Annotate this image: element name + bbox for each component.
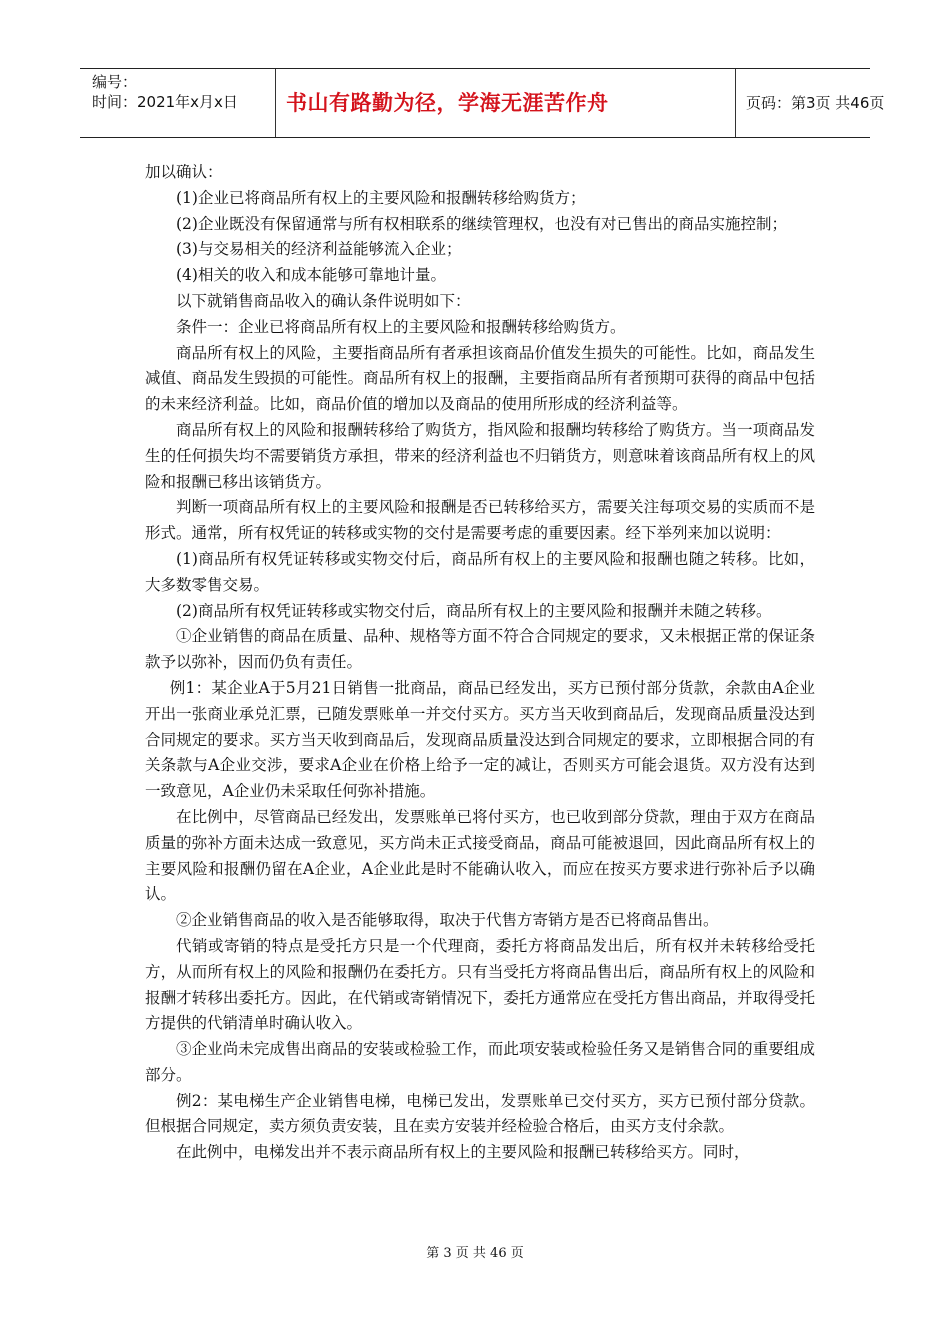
header-page-cell	[736, 69, 885, 137]
body-paragraph: (3)与交易相关的经济利益能够流入企业；	[176, 240, 462, 259]
body-paragraph: 加以确认：	[145, 163, 223, 181]
body-paragraph: (1)商品所有权凭证转移或实物交付后，商品所有权上的主要风险和报酬也随之转移。比如，大多数零售交易。	[145, 549, 815, 594]
body-paragraph: ①企业销售的商品在质量、品种、规格等方面不符合合同规定的要求，又未根据正常的保证条款予以弥补，因而仍负有责任。	[145, 627, 815, 672]
body-paragraph: ②企业销售商品的收入是否能够取得，取决于代售方寄销方是否已将商品售出。	[176, 911, 719, 930]
body-paragraph: 商品所有权上的风险和报酬转移给了购货方，指风险和报酬均转移给了购货方。当一项商品发生的任何损失均不需要销货方承担，带来的经济利益也不归销货方，则意味着该商品所有权上的风险和报酬已移出该销货方。	[145, 420, 815, 491]
header-info-cell	[80, 69, 276, 137]
header-motto-cell	[276, 69, 736, 137]
body-paragraph: (2)企业既没有保留通常与所有权相联系的继续管理权，也没有对已售出的商品实施控制；	[176, 214, 787, 233]
body-paragraph: 商品所有权上的风险，主要指商品所有者承担该商品价值发生损失的可能性。比如，商品发生减值、商品发生毁损的可能性。商品所有权上的报酬，主要指商品所有者预期可获得的商品中包括的未来经济利益。比如，商品价值的增加以及商品的使用所形成的经济利益等。	[145, 343, 815, 414]
header-page-code: 页码：第3页 共46页	[746, 94, 885, 112]
body-paragraph: ③企业尚未完成售出商品的安装或检验工作，而此项安装或检验任务又是销售合同的重要组成部分。	[145, 1040, 815, 1084]
body-paragraph: 在比例中，尽管商品已经发出，发票账单已将付买方，也已收到部分贷款，理由于双方在商品质量的弥补方面未达成一致意见，买方尚未正式接受商品，商品可能被退回，因此商品所有权上的主要风险和报酬仍留在A企业，A企业此是时不能确认收入，而应在按买方要求进行弥补后予以确认。	[145, 807, 815, 904]
body-paragraph: (4)相关的收入和成本能够可靠地计量。	[176, 266, 446, 285]
body-paragraph: 以下就销售商品收入的确认条件说明如下：	[176, 291, 471, 310]
example-paragraph: 例1：某企业A于5月21日销售一批商品，商品已经发出，买方已预付部分货款，余款由A企业开出一张商业承兑汇票，已随发票账单一并交付买方。买方当天收到商品后，发现商品质量没达到合同规定的要求。买方当天收到商品后，发现商品质量没达到合同规定的要求，立即根据合同的有关条款与A企业交涉，要求A企业在价格上给予一定的减让，否则买方可能会退货。双方没有达到一致意见，A企业仍未采取任何弥补措施。	[145, 678, 815, 801]
document-body	[145, 160, 815, 1166]
body-paragraph: 判断一项商品所有权上的主要风险和报酬是否已转移给买方，需要关注每项交易的实质而不是形式。通常，所有权凭证的转移或实物的交付是需要考虑的重要因素。经下举列来加以说明：	[145, 498, 815, 543]
body-paragraph: 条件一：企业已将商品所有权上的主要风险和报酬转移给购货方。	[176, 317, 626, 336]
example-paragraph: 例2：某电梯生产企业销售电梯，电梯已发出，发票账单已交付买方，买方已预付部分贷款。但根据合同规定，卖方须负责安装，且在卖方安装并经检验合格后，由买方支付余款。	[145, 1091, 815, 1136]
page-footer: 第 3 页 共 46 页	[426, 1246, 524, 1261]
document-number-label: 编号：	[92, 73, 138, 91]
body-paragraph: (2)商品所有权凭证转移或实物交付后，商品所有权上的主要风险和报酬并未随之转移。	[176, 601, 772, 620]
header-motto: 书山有路勤为径，学海无涯苦作舟	[286, 91, 609, 115]
body-paragraph: 在此例中，电梯发出并不表示商品所有权上的主要风险和报酬已转移给买方。同时，	[176, 1143, 750, 1162]
page-header	[80, 68, 885, 138]
body-paragraph: 代销或寄销的特点是受托方只是一个代理商，委托方将商品发出后，所有权并未转移给受托方，从而所有权上的风险和报酬仍在委托方。只有当受托方将商品售出后，商品所有权上的风险和报酬才转移出委托方。因此，在代销或寄销情况下，委托方通常应在受托方售出商品，并取得受托方提供的代销清单时确认收入。	[145, 936, 815, 1033]
body-paragraph: (1)企业已将商品所有权上的主要风险和报酬转移给购货方；	[176, 188, 586, 207]
document-date-label: 时间：2021年x月x日	[92, 93, 238, 111]
